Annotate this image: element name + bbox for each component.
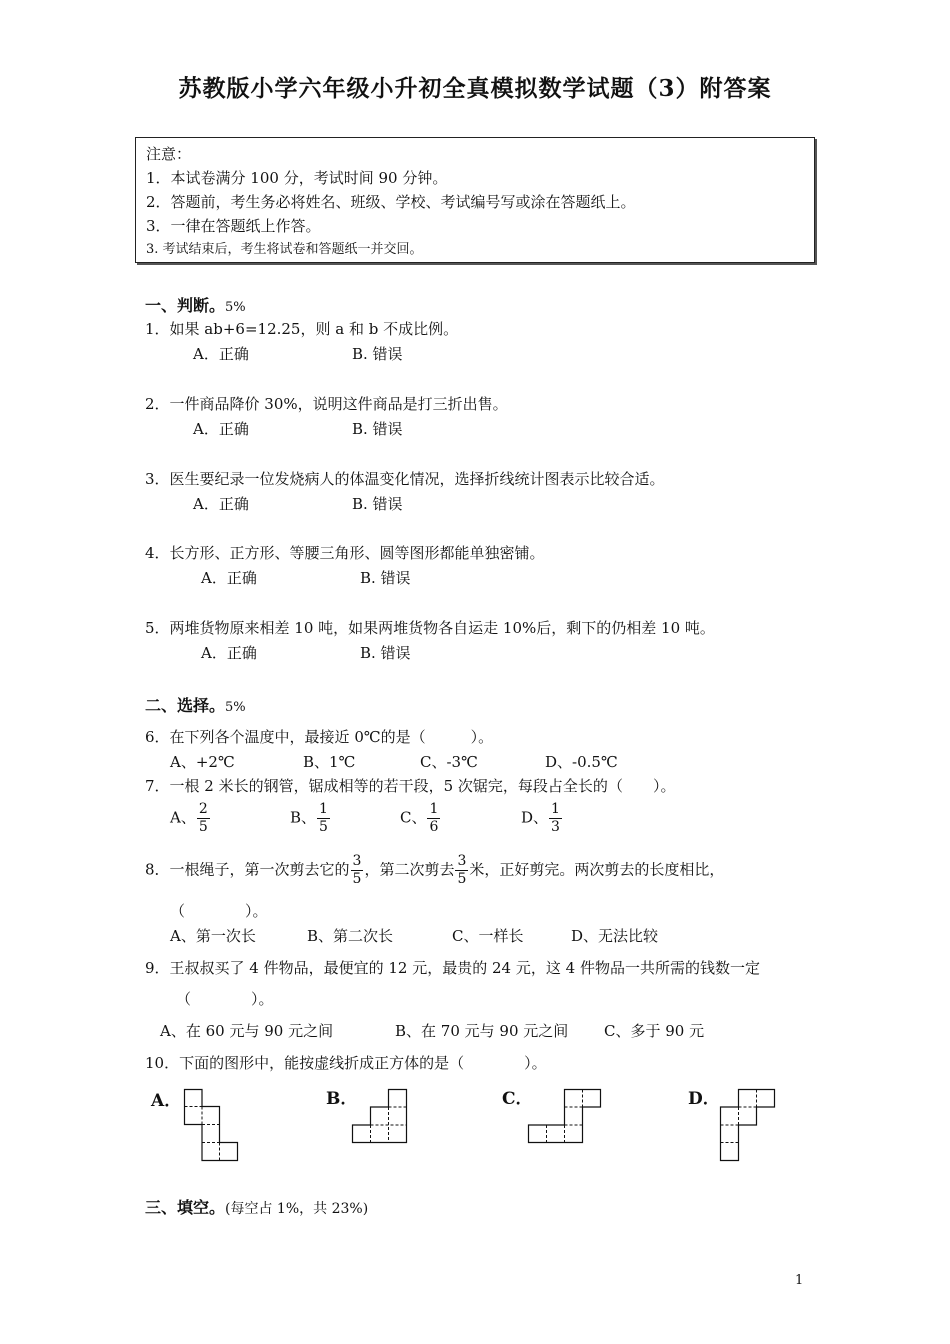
option: A、+2℃ (170, 753, 235, 771)
section-heading (145, 1195, 368, 1218)
question-text: 4．长方形、正方形、等腰三角形、圆等图形都能单独密铺。 (145, 544, 545, 562)
option: A、第一次长 (170, 927, 256, 945)
option: D、无法比较 (571, 927, 659, 945)
section-title: 一、判断。 (145, 296, 226, 315)
denominator: 5 (352, 871, 362, 887)
notice-item: 1．本试卷满分 100 分，考试时间 90 分钟。 (146, 169, 448, 187)
option: A、在 60 元与 90 元之间 (160, 1022, 334, 1040)
question-text: 10．下面的图形中，能按虚线折成正方体的是（ ）。 (145, 1054, 547, 1072)
fraction-option (170, 801, 211, 836)
option: C、-3℃ (420, 753, 478, 771)
option-b: B. 错误 (352, 495, 403, 513)
numerator: 3 (457, 853, 467, 869)
cube-net-a (184, 1089, 240, 1163)
section-percent: 5% (225, 300, 246, 315)
figure-label: C． (502, 1089, 533, 1109)
question-text (145, 853, 724, 888)
notice-box (135, 137, 815, 263)
fraction-option (400, 801, 441, 836)
page-number: 1 (795, 1273, 804, 1288)
option-label: D、 (521, 808, 549, 827)
cube-net-d (720, 1089, 776, 1163)
fraction (351, 853, 364, 888)
section-title: 三、填空。 (145, 1198, 226, 1217)
notice-heading: 注意： (146, 145, 192, 163)
numerator: 3 (352, 853, 362, 869)
answer-blank: （ ）。 (170, 902, 268, 920)
figure-label: D． (688, 1089, 720, 1109)
notice-item: 2．答题前，考生务必将姓名、班级、学校、考试编号写或涂在答题纸上。 (146, 193, 636, 211)
option-a: A．正确 (193, 345, 249, 363)
fraction (455, 853, 468, 888)
option-label: B、 (290, 808, 317, 827)
option-label: A、 (170, 808, 196, 827)
numerator: 1 (551, 801, 560, 817)
option-a: A．正确 (201, 644, 257, 662)
question-text: 5．两堆货物原来相差 10 吨，如果两堆货物各自运走 10%后，剩下的仍相差 10 吨。 (145, 619, 715, 637)
notice-item: 3. 考试结束后，考生将试卷和答题纸一并交回。 (146, 242, 423, 257)
numerator: 1 (319, 801, 328, 817)
question-text: 9．王叔叔买了 4 件物品，最便宜的 12 元，最贵的 24 元，这 4 件物品一共所需的钱数一定 (145, 959, 760, 977)
fraction (549, 801, 562, 836)
denominator: 5 (457, 871, 467, 887)
notice-item: 3．一律在答题纸上作答。 (146, 217, 321, 235)
question-segment: 8．一根绳子，第一次剪去它的 (145, 860, 350, 879)
fraction-option (521, 801, 563, 836)
option: C、一样长 (452, 927, 524, 945)
denominator: 5 (319, 819, 328, 835)
question-text: 1．如果 ab+6=12.25，则 a 和 b 不成比例。 (145, 320, 459, 338)
cube-net-b (352, 1089, 410, 1145)
option-label: C、 (400, 808, 427, 827)
question-segment: 米，正好剪完。两次剪去的长度相比， (469, 860, 725, 879)
option: C、多于 90 元 (604, 1022, 705, 1040)
section-heading (145, 693, 246, 716)
fraction (197, 801, 210, 836)
page-title: 苏教版小学六年级小升初全真模拟数学试题（3）附答案 (178, 75, 772, 102)
option-a: A．正确 (193, 495, 249, 513)
option-b: B. 错误 (352, 345, 403, 363)
numerator: 1 (429, 801, 439, 817)
question-text: 2．一件商品降价 30%，说明这件商品是打三折出售。 (145, 395, 508, 413)
fraction-option (290, 801, 331, 836)
question-text: 6．在下列各个温度中，最接近 0℃的是（ ）。 (145, 728, 494, 746)
denominator: 6 (429, 819, 439, 835)
section-title: 二、选择。 (145, 696, 226, 715)
answer-blank: （ ）。 (176, 990, 274, 1008)
figure-label: A． (151, 1091, 182, 1111)
option-b: B. 错误 (360, 644, 411, 662)
section-percent: 5% (225, 700, 246, 715)
section-note: (每空占 1%，共 23%) (225, 1201, 369, 1217)
question-segment: ，第二次剪去 (364, 860, 455, 879)
denominator: 3 (551, 819, 560, 835)
question-text: 3．医生要纪录一位发烧病人的体温变化情况，选择折线统计图表示比较合适。 (145, 470, 665, 488)
option: B、1℃ (303, 753, 356, 771)
option: B、第二次长 (307, 927, 394, 945)
option-a: A．正确 (201, 569, 257, 587)
question-text: 7．一根 2 米长的钢管，锯成相等的若干段，5 次锯完，每段占全长的（ ）。 (145, 777, 676, 795)
numerator: 2 (198, 801, 208, 817)
denominator: 5 (198, 819, 208, 835)
option-a: A．正确 (193, 420, 249, 438)
fraction (317, 801, 330, 836)
figure-label: B． (326, 1089, 358, 1109)
option-b: B. 错误 (360, 569, 411, 587)
option: B、在 70 元与 90 元之间 (395, 1022, 569, 1040)
option: D、-0.5℃ (545, 753, 618, 771)
cube-net-c (528, 1089, 604, 1145)
option-b: B. 错误 (352, 420, 403, 438)
fraction (427, 801, 440, 836)
section-heading (145, 293, 246, 316)
